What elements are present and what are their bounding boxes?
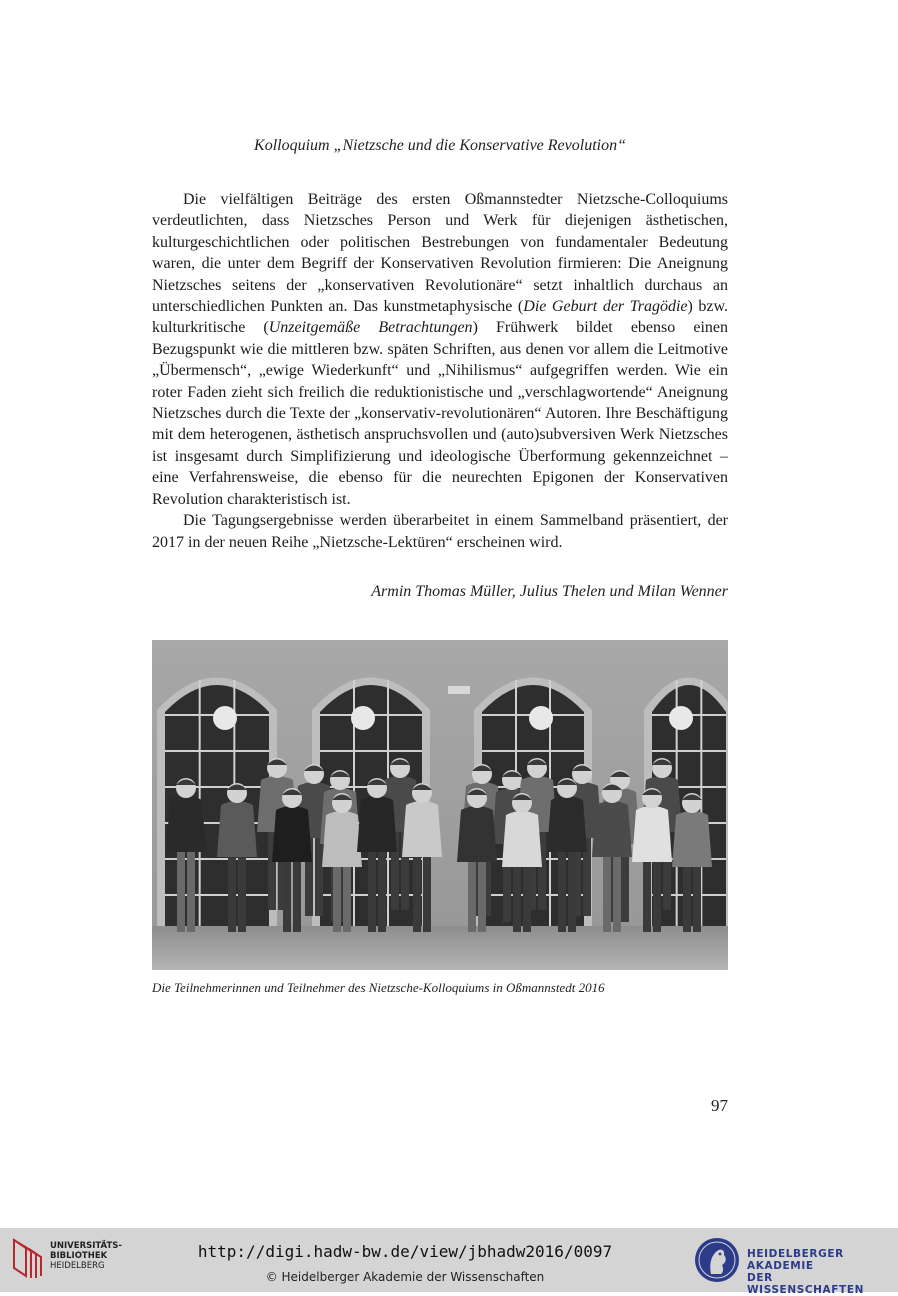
university-library-logo[interactable] — [10, 1236, 120, 1280]
text-run: Die Tagungsergebnisse werden überarbeitet in einem Sammelband präsentiert, der 2017 in der neuen Reihe „Nietzsche-Lektüren“ erscheinen wird. — [152, 512, 728, 551]
university-library-mark-icon — [10, 1236, 46, 1280]
paragraph-1 — [152, 189, 728, 510]
copyright-notice: © Heidelberger Akademie der Wissenschaften — [265, 1270, 545, 1284]
academy-wordmark — [747, 1248, 893, 1296]
wall-lamp — [448, 686, 470, 694]
ub-line-2: BIBLIOTHEK — [50, 1251, 108, 1261]
ub-line-3: HEIDELBERG — [50, 1261, 105, 1271]
academy-seal-icon — [693, 1234, 741, 1286]
permalink-url[interactable]: http://digi.hadw-bw.de/view/jbhadw2016/0097 — [197, 1242, 613, 1261]
author-signature: Armin Thomas Müller, Julius Thelen und Milan Wenner — [371, 583, 728, 600]
text-run: ) Frühwerk bildet ebenso einen Bezugspunkt wie die mittleren bzw. späten Schriften, aus denen vor allem die Leitmotive „Übermensch“, „ewige Wiederkunft“ und „Nihilismus“ aufgegriffen werden. Wie ein roter Faden zieht sich freilich die reduktionistische und „verschlagwortende“ Aneignung Nietzsches durch die Texte der „konservativ-revolutionären“ Autoren. Ihre Beschäftigung mit dem heterogenen, ästhetisch anspruchsvollen und (auto)subversiven Werk Nietzsches ist insgesamt durch Simplifizierung und ideologische Überformung gekennzeichnet – eine Verfahrensweise, die ebenso für die neurechten Epigonen der Konservativen Revolution charakteristisch ist. — [152, 319, 728, 508]
running-head: Kolloquium „Nietzsche und die Konservative Revolution“ — [254, 137, 626, 154]
university-library-wordmark — [50, 1241, 122, 1271]
academy-logo[interactable] — [693, 1234, 893, 1296]
viewer-footer — [0, 1228, 898, 1296]
text-run: ) bzw. kulturkritische ( — [152, 298, 729, 337]
text-run: Die vielfältigen Beiträge des ersten Oßmannstedter Nietzsche-Colloquiums verdeutlichten, dass Nietzsches Person und Werk für diejenigen ästhetischen, kulturgeschichtlichen oder politischen Bestrebungen von fundamentaler Bedeutung waren, die unter dem Begriff der Konservativen Revolution firmieren: Die Aneignung Nietzsches seitens der „konservativen Revolutionäre“ setzt inhaltlich durchaus an unterschiedlichen Punkten an. Das kunstmetaphysische ( — [152, 191, 728, 316]
group-photo-illustration — [152, 640, 728, 970]
group-photo — [152, 640, 728, 970]
ub-line-1: UNIVERSITÄTS- — [50, 1241, 122, 1251]
italic-title: Die Geburt der Tragödie — [523, 298, 688, 316]
paragraph-2 — [152, 510, 728, 553]
page-number: 97 — [711, 1096, 728, 1115]
article-body — [152, 189, 728, 553]
academy-line-2: DER WISSENSCHAFTEN — [747, 1272, 864, 1296]
photo-caption: Die Teilnehmerinnen und Teilnehmer des Nietzsche-Kolloquiums in Oßmannstedt 2016 — [152, 980, 605, 995]
academy-line-1: HEIDELBERGER AKADEMIE — [747, 1248, 844, 1272]
italic-title: Unzeitgemäße Betrachtungen — [268, 319, 473, 337]
